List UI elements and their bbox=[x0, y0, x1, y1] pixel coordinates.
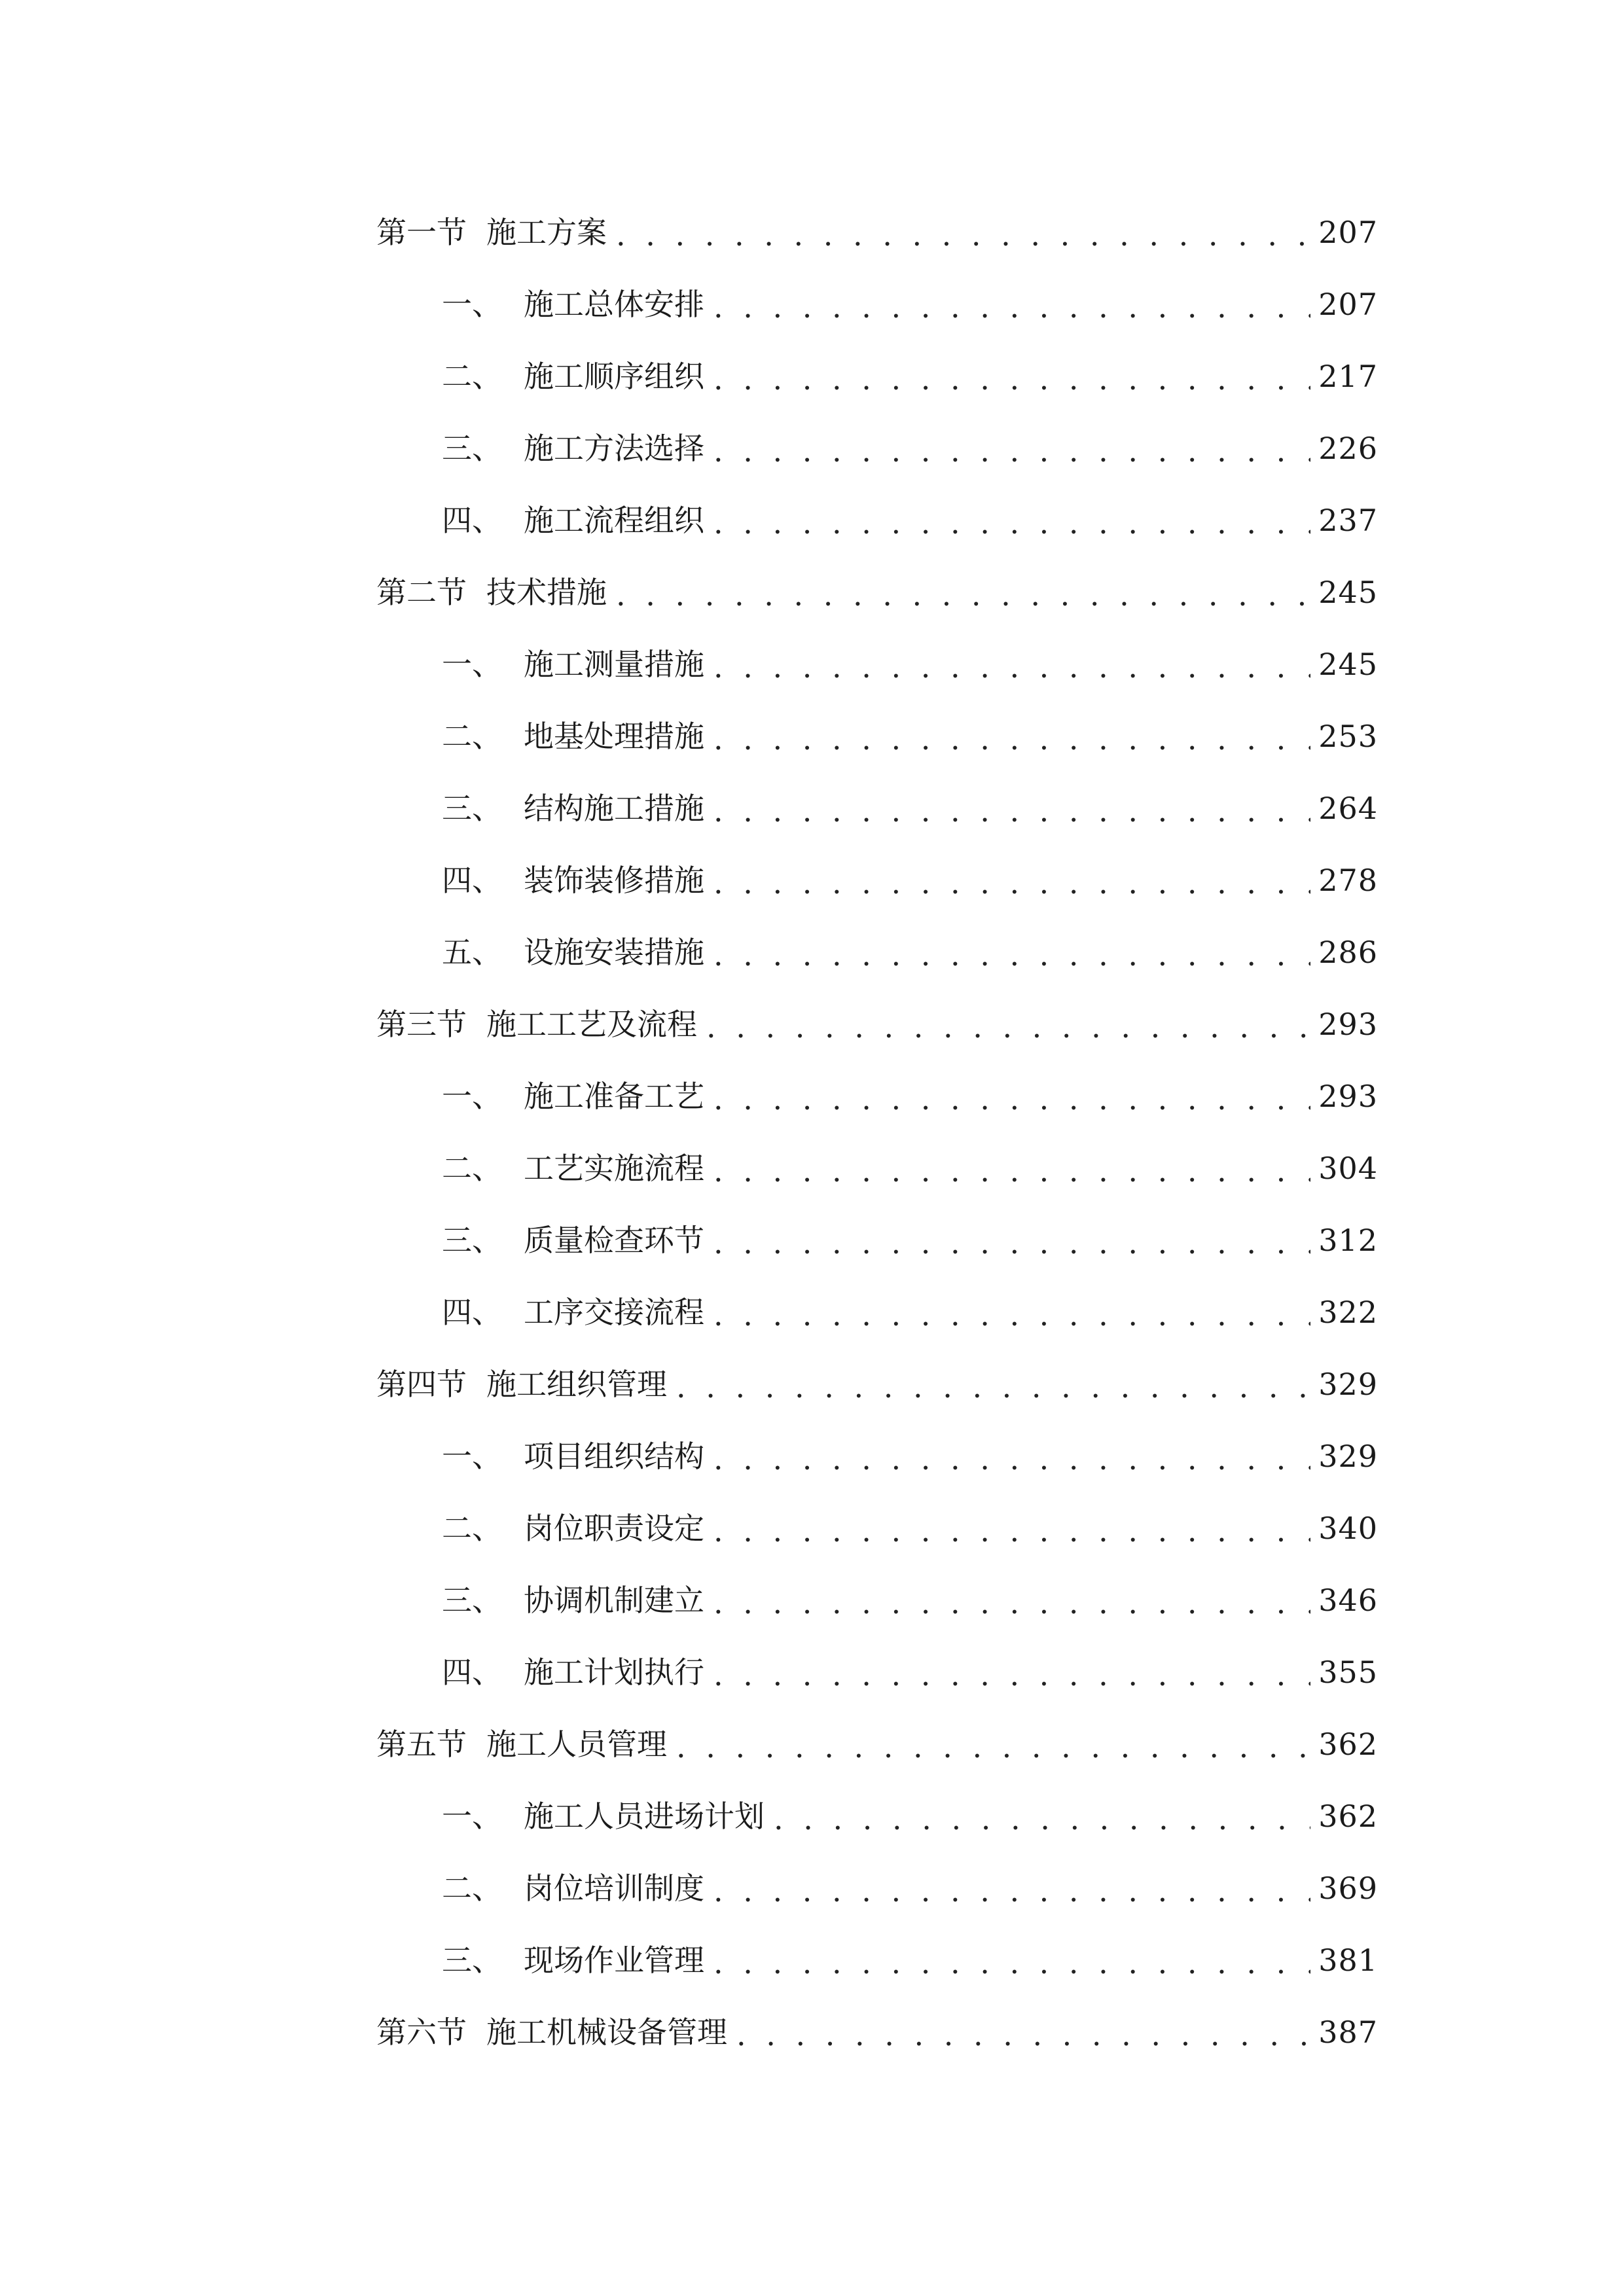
dot-leader bbox=[713, 724, 1310, 754]
toc-title: 施工机械设备管理 bbox=[486, 2015, 727, 2050]
toc-page-number: 304 bbox=[1318, 1151, 1378, 1186]
dot-leader bbox=[713, 796, 1310, 826]
toc-page-number: 293 bbox=[1318, 1079, 1378, 1114]
toc-page-number: 329 bbox=[1318, 1439, 1378, 1474]
toc-item-row[interactable] bbox=[376, 916, 1378, 988]
toc-number: 第三节 bbox=[376, 1007, 467, 1042]
toc-page-number: 226 bbox=[1318, 431, 1378, 466]
toc-title: 设施安装措施 bbox=[524, 935, 704, 970]
dot-leader bbox=[736, 2020, 1310, 2050]
toc-item-row[interactable] bbox=[376, 628, 1378, 700]
dot-leader bbox=[713, 1516, 1310, 1546]
toc-page-number: 237 bbox=[1318, 503, 1378, 538]
toc-page-number: 362 bbox=[1318, 1727, 1378, 1762]
toc-title: 质量检查环节 bbox=[524, 1223, 704, 1258]
toc-page-number: 362 bbox=[1318, 1799, 1378, 1834]
toc-item-row[interactable] bbox=[376, 1852, 1378, 1924]
toc-page-number: 381 bbox=[1318, 1943, 1378, 1978]
toc-number: 二、 bbox=[442, 719, 502, 754]
toc-number: 一、 bbox=[442, 647, 502, 682]
toc-section-row[interactable] bbox=[376, 1996, 1378, 2068]
toc-number: 第六节 bbox=[376, 2015, 467, 2050]
toc-number: 二、 bbox=[442, 1151, 502, 1186]
toc-title: 施工顺序组织 bbox=[524, 359, 704, 394]
toc-section-row[interactable] bbox=[376, 556, 1378, 628]
toc-title: 地基处理措施 bbox=[524, 719, 704, 754]
toc-item-row[interactable] bbox=[376, 772, 1378, 844]
toc-number: 第四节 bbox=[376, 1367, 467, 1402]
toc-page-number: 278 bbox=[1318, 863, 1378, 898]
toc-item-row[interactable] bbox=[376, 268, 1378, 340]
toc-number: 五、 bbox=[442, 935, 502, 970]
toc-item-row[interactable] bbox=[376, 844, 1378, 916]
toc-section-row[interactable] bbox=[376, 1348, 1378, 1420]
dot-leader bbox=[713, 868, 1310, 898]
toc-title: 施工计划执行 bbox=[524, 1655, 704, 1690]
toc-number: 二、 bbox=[442, 1511, 502, 1546]
dot-leader bbox=[713, 508, 1310, 538]
dot-leader bbox=[713, 292, 1310, 322]
toc-page-number: 340 bbox=[1318, 1511, 1378, 1546]
toc-number: 一、 bbox=[442, 1799, 502, 1834]
toc-number: 三、 bbox=[442, 1943, 502, 1978]
toc-item-row[interactable] bbox=[376, 1276, 1378, 1348]
toc-title: 施工方案 bbox=[486, 215, 607, 250]
toc-item-row[interactable] bbox=[376, 1636, 1378, 1708]
toc-number: 二、 bbox=[442, 359, 502, 394]
toc-title: 协调机制建立 bbox=[524, 1583, 704, 1618]
dot-leader bbox=[713, 1876, 1310, 1906]
toc-item-row[interactable] bbox=[376, 1204, 1378, 1276]
toc-title: 施工组织管理 bbox=[486, 1367, 667, 1402]
toc-number: 第五节 bbox=[376, 1727, 467, 1762]
toc-number: 一、 bbox=[442, 287, 502, 322]
toc-title: 岗位培训制度 bbox=[524, 1871, 704, 1906]
toc-title: 施工流程组织 bbox=[524, 503, 704, 538]
toc-item-row[interactable] bbox=[376, 1420, 1378, 1492]
toc-page-number: 245 bbox=[1318, 647, 1378, 682]
toc-number: 四、 bbox=[442, 503, 502, 538]
toc-number: 三、 bbox=[442, 1223, 502, 1258]
dot-leader bbox=[713, 436, 1310, 466]
toc-item-row[interactable] bbox=[376, 1780, 1378, 1852]
dot-leader bbox=[676, 1372, 1310, 1402]
toc-item-row[interactable] bbox=[376, 412, 1378, 484]
toc-item-row[interactable] bbox=[376, 1492, 1378, 1564]
toc-title: 现场作业管理 bbox=[524, 1943, 704, 1978]
toc-number: 四、 bbox=[442, 1655, 502, 1690]
toc-page-number: 293 bbox=[1318, 1007, 1378, 1042]
toc-number: 四、 bbox=[442, 863, 502, 898]
toc-title: 项目组织结构 bbox=[524, 1439, 704, 1474]
toc-title: 施工人员进场计划 bbox=[524, 1799, 765, 1834]
dot-leader bbox=[713, 1156, 1310, 1186]
toc-title: 施工测量措施 bbox=[524, 647, 704, 682]
dot-leader bbox=[713, 1660, 1310, 1690]
dot-leader bbox=[713, 1444, 1310, 1474]
toc-number: 第二节 bbox=[376, 575, 467, 610]
dot-leader bbox=[713, 1948, 1310, 1978]
dot-leader bbox=[713, 364, 1310, 394]
table-of-contents bbox=[376, 196, 1378, 2068]
toc-item-row[interactable] bbox=[376, 1924, 1378, 1996]
toc-page-number: 329 bbox=[1318, 1367, 1378, 1402]
toc-page-number: 286 bbox=[1318, 935, 1378, 970]
dot-leader bbox=[713, 1300, 1310, 1330]
toc-page-number: 264 bbox=[1318, 791, 1378, 826]
toc-page-number: 253 bbox=[1318, 719, 1378, 754]
toc-title: 施工工艺及流程 bbox=[486, 1007, 697, 1042]
toc-number: 二、 bbox=[442, 1871, 502, 1906]
toc-page-number: 312 bbox=[1318, 1223, 1378, 1258]
toc-page-number: 355 bbox=[1318, 1655, 1378, 1690]
dot-leader bbox=[713, 652, 1310, 682]
dot-leader bbox=[713, 940, 1310, 970]
toc-section-row[interactable] bbox=[376, 1708, 1378, 1780]
toc-section-row[interactable] bbox=[376, 196, 1378, 268]
toc-number: 三、 bbox=[442, 431, 502, 466]
toc-title: 施工总体安排 bbox=[524, 287, 704, 322]
toc-title: 工艺实施流程 bbox=[524, 1151, 704, 1186]
toc-title: 技术措施 bbox=[486, 575, 607, 610]
toc-title: 施工方法选择 bbox=[524, 431, 704, 466]
toc-number: 三、 bbox=[442, 791, 502, 826]
toc-page-number: 369 bbox=[1318, 1871, 1378, 1906]
dot-leader bbox=[774, 1804, 1310, 1834]
toc-title: 装饰装修措施 bbox=[524, 863, 704, 898]
toc-item-row[interactable] bbox=[376, 1060, 1378, 1132]
toc-item-row[interactable] bbox=[376, 484, 1378, 556]
toc-number: 三、 bbox=[442, 1583, 502, 1618]
toc-page-number: 217 bbox=[1318, 359, 1378, 394]
toc-title: 结构施工措施 bbox=[524, 791, 704, 826]
toc-page-number: 207 bbox=[1318, 215, 1378, 250]
toc-page-number: 322 bbox=[1318, 1295, 1378, 1330]
dot-leader bbox=[616, 580, 1310, 610]
toc-number: 四、 bbox=[442, 1295, 502, 1330]
dot-leader bbox=[713, 1588, 1310, 1618]
toc-page-number: 387 bbox=[1318, 2015, 1378, 2050]
toc-item-row[interactable] bbox=[376, 1564, 1378, 1636]
toc-title: 岗位职责设定 bbox=[524, 1511, 704, 1546]
toc-page-number: 346 bbox=[1318, 1583, 1378, 1618]
toc-item-row[interactable] bbox=[376, 700, 1378, 772]
toc-number: 第一节 bbox=[376, 215, 467, 250]
toc-number: 一、 bbox=[442, 1439, 502, 1474]
toc-number: 一、 bbox=[442, 1079, 502, 1114]
dot-leader bbox=[676, 1732, 1310, 1762]
toc-title: 施工人员管理 bbox=[486, 1727, 667, 1762]
dot-leader bbox=[713, 1084, 1310, 1114]
toc-page-number: 245 bbox=[1318, 575, 1378, 610]
toc-section-row[interactable] bbox=[376, 988, 1378, 1060]
toc-page-number: 207 bbox=[1318, 287, 1378, 322]
toc-title: 施工准备工艺 bbox=[524, 1079, 704, 1114]
dot-leader bbox=[713, 1228, 1310, 1258]
dot-leader bbox=[616, 220, 1310, 250]
toc-item-row[interactable] bbox=[376, 1132, 1378, 1204]
dot-leader bbox=[706, 1012, 1310, 1042]
toc-item-row[interactable] bbox=[376, 340, 1378, 412]
toc-title: 工序交接流程 bbox=[524, 1295, 704, 1330]
